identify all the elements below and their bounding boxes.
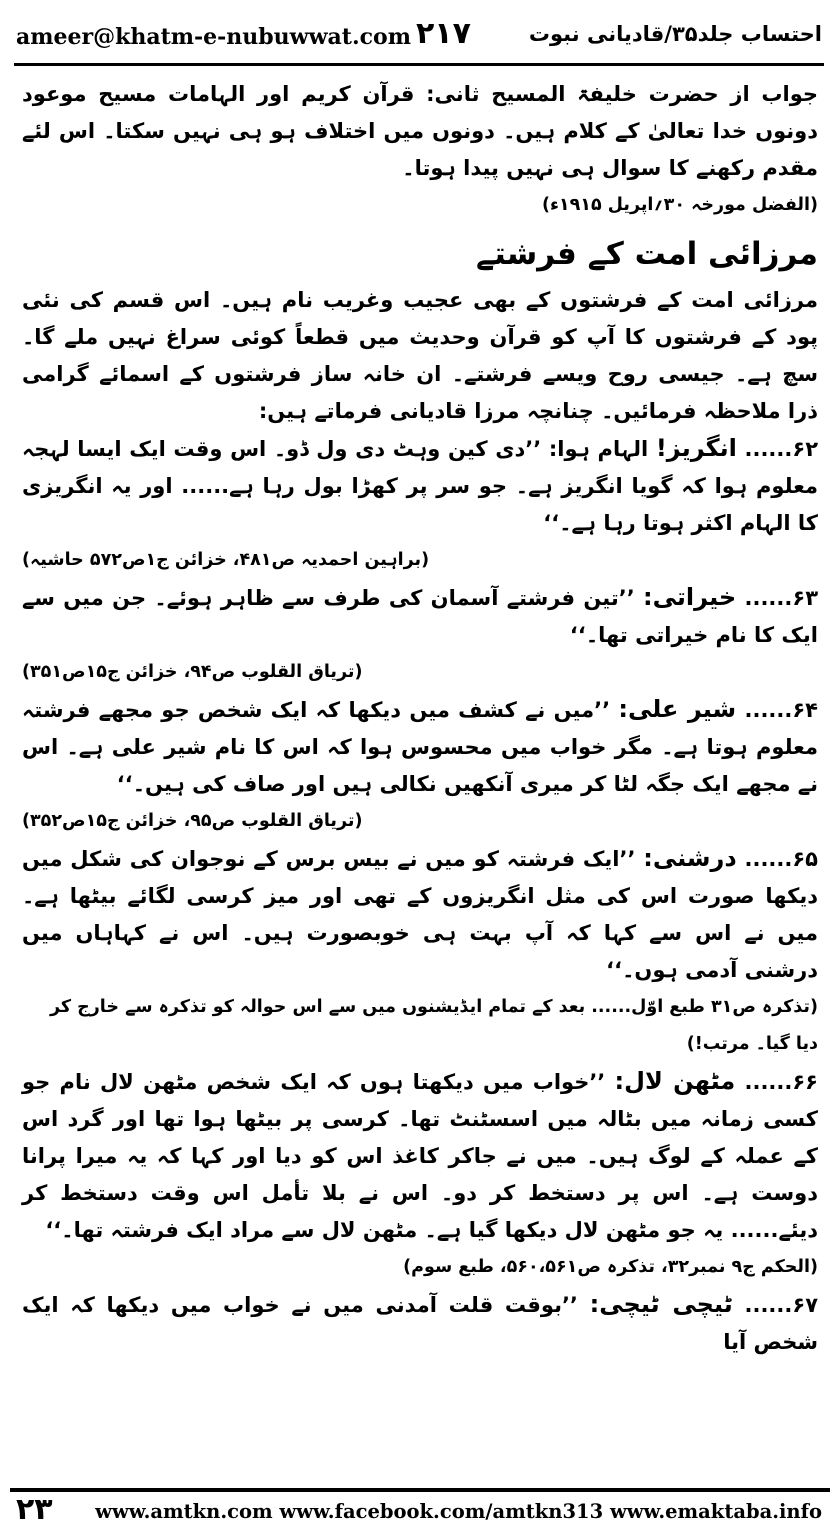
entry-number: ۶۳...... xyxy=(744,586,819,610)
entry-64 xyxy=(22,691,818,803)
footer-page-number: ۲۳ xyxy=(16,1492,53,1527)
entry-text: ’’بوقت قلت آمدنی میں نے خواب میں دیکھا کہ ایک شخص آیا xyxy=(22,1293,818,1354)
entry-number: ۶۲...... xyxy=(744,437,819,461)
answer-reference: (الفضل مورخہ ۳۰؍اپریل ۱۹۱۵ء) xyxy=(541,195,818,215)
page-header xyxy=(14,10,824,66)
angel-name: انگریز! xyxy=(655,434,737,462)
footer-website-links[interactable]: www.amtkn.com www.facebook.com/amtkn313 www.emaktaba.info xyxy=(95,1500,822,1523)
entry-number: ۶۵...... xyxy=(744,847,818,871)
entry-text: الہام ہوا: ’’دی کین وہٹ دی ول ڈو۔ اس وقت ایک ایسا لہجہ معلوم ہوا کہ گویا انگریز ہے۔ جو سر پر کھڑا بول رہا ہے...... اور یہ انگریزی کا الہام اکثر ہوتا رہا ہے۔‘‘ xyxy=(22,437,818,535)
angel-name: خیراتی: xyxy=(643,583,737,611)
angel-name: درشنی: xyxy=(643,844,737,872)
entry-65-reference: (تذکرہ ص۳۱ طبع اوّل...... بعد کے تمام ایڈیشنوں میں سے اس حوالہ کو تذکرہ سے خارج کر دیا گیا۔ مرتب!) xyxy=(49,997,818,1054)
entry-text: ’’میں نے کشف میں دیکھا کہ ایک شخص جو مجھے فرشتہ معلوم ہوتا ہے۔ مگر خواب میں محسوس ہوا کہ اس کا نام شیر علی ہے۔ اس نے مجھے ایک جگہ لٹا کر میری آنکھیں نکالی ہیں اور صاف کی ہیں۔‘‘ xyxy=(22,698,818,796)
entry-65 xyxy=(22,840,818,989)
entry-text: ’’خواب میں دیکھتا ہوں کہ ایک شخص مٹھن لال نام جو کسی زمانہ میں بٹالہ میں اسسٹنٹ تھا۔ کرسی پر بیٹھا ہوا تھا اور گرد اس کے عملہ کے لوگ ہیں۔ میں نے جاکر کاغذ اس کو دیا اور کہا کہ یہ میرا پرانا دوست ہے۔ اس پر دستخط کر دو۔ اس نے بلا تأمل اس وقت دستخط کر دیئے...... یہ جو مٹھن لال دیکھا گیا ہے۔ مٹھن لال سے مراد ایک فرشتہ تھا۔‘‘ xyxy=(22,1070,818,1242)
entry-text: ’’تین فرشتے آسمان کی طرف سے ظاہر ہوئے۔ جن میں سے ایک کا نام خیراتی تھا۔‘‘ xyxy=(22,586,818,647)
entry-number: ۶۶...... xyxy=(744,1070,818,1094)
entry-62-reference: (براہین احمدیہ ص۴۸۱، خزائن ج۱ص۵۷۲ حاشیہ) xyxy=(22,550,430,570)
header-email[interactable]: ameer@khatm-e-nubuwwat.com xyxy=(16,24,411,50)
entry-66 xyxy=(22,1063,818,1249)
answer-paragraph: جواب از حضرت خلیفۃ المسیح ثانی: قرآن کریم اور الہامات مسیح موعود دونوں خدا تعالیٰ کے کلام ہیں۔ دونوں میں اختلاف ہو ہی نہیں سکتا۔ اس لئے مقدم رکھنے کا سوال ہی نہیں پیدا ہوتا۔ xyxy=(22,82,818,180)
entry-number: ۶۴...... xyxy=(744,698,818,722)
entry-63 xyxy=(22,579,818,654)
intro-paragraph: مرزائی امت کے فرشتوں کے بھی عجیب وغریب نام ہیں۔ اس قسم کی نئی پود کے فرشتوں کا آپ کو قرآن وحدیث میں قطعاً کوئی سراغ نہیں ملے گا۔ سچ ہے۔ جیسی روح ویسے فرشتے۔ ان خانہ ساز فرشتوں کے اسمائے گرامی ذرا ملاحظہ فرمائیں۔ چنانچہ مرزا قادیانی فرماتے ہیں: xyxy=(22,288,818,423)
page-content xyxy=(22,76,818,1361)
entry-63-reference: (تریاق القلوب ص۹۴، خزائن ج۱۵ص۳۵۱) xyxy=(22,662,363,682)
angel-name: شیر علی: xyxy=(618,695,737,723)
entry-text: ’’ایک فرشتہ کو میں نے بیس برس کے نوجوان کی شکل میں دیکھا صورت اس کی مثل انگریزوں کے تھی اور میز کرسی لگائے بیٹھا ہے۔ میں نے اس سے کہا کہ آپ بہت ہی خوبصورت ہیں۔ اس نے کہاہاں میں درشنی آدمی ہوں۔‘‘ xyxy=(22,847,818,982)
page-footer xyxy=(10,1488,830,1532)
entry-66-reference: (الحکم ج۹ نمبر۳۲، تذکرہ ص۵۶۰،۵۶۱، طبع سوم) xyxy=(403,1257,818,1277)
header-book-title: احتساب جلد۳۵/قادیانی نبوت xyxy=(528,22,822,46)
section-heading: مرزائی امت کے فرشتے xyxy=(475,236,818,272)
angel-name: مٹھن لال: xyxy=(614,1067,736,1095)
entry-62 xyxy=(22,430,818,542)
angel-name: ٹیچی ٹیچی: xyxy=(589,1290,733,1318)
entry-67 xyxy=(22,1286,818,1361)
entry-number: ۶۷...... xyxy=(744,1293,819,1317)
entry-64-reference: (تریاق القلوب ص۹۵، خزائن ج۱۵ص۳۵۲) xyxy=(22,811,363,831)
header-page-number: ۲۱۷ xyxy=(416,16,471,51)
